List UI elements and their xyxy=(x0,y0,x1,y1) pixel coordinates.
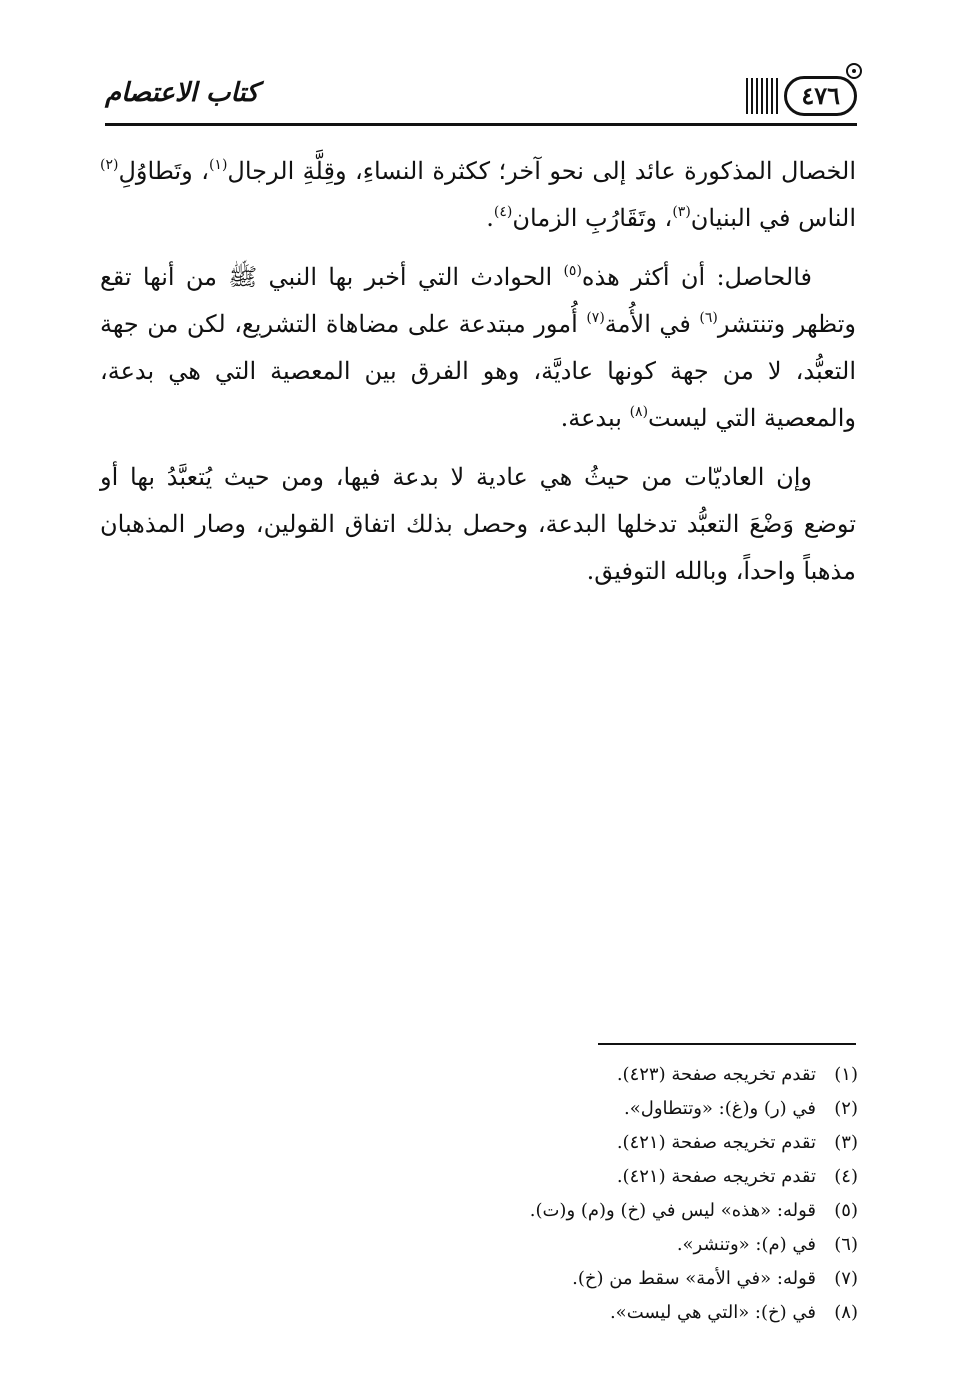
footnote-item xyxy=(158,1194,858,1228)
footnote-number: (٣) xyxy=(834,1132,858,1153)
footnote-text: تقدم تخريجه صفحة (٤٢٣). xyxy=(616,1064,816,1085)
paragraph-1-text-5: . xyxy=(486,204,494,232)
paragraph-1-text-3: الناس في البنيان xyxy=(690,204,856,232)
footnote-item xyxy=(158,1160,858,1194)
footnote-number: (١) xyxy=(834,1064,858,1085)
paragraph-2-text-5: ببدعة. xyxy=(560,404,630,432)
footnote-text: تقدم تخريجه صفحة (٤٢١). xyxy=(616,1166,816,1187)
footnotes-list xyxy=(158,1058,858,1330)
footnote-ref-4[interactable]: (٤) xyxy=(493,204,513,220)
footnote-ref-5[interactable]: (٥) xyxy=(563,263,582,279)
header-bars-ornament xyxy=(746,78,778,114)
footnote-item xyxy=(158,1058,858,1092)
paragraph-2-text-4: أُمور مبتدعة على مضاهاة التشريع، لكن من جهة التعبُّد، لا من جهة كونها عاديَّة، وهو الفرق بين المعصية التي هي بدعة، والمعصية التي ليست xyxy=(100,310,856,432)
footnote-item xyxy=(158,1296,858,1330)
footnote-item xyxy=(158,1092,858,1126)
page-number: ٤٧٦ xyxy=(784,76,857,116)
footnote-number: (٥) xyxy=(834,1200,858,1221)
footnote-text: تقدم تخريجه صفحة (٤٢١). xyxy=(616,1132,816,1153)
paragraph-2-text-3: في الأُمة xyxy=(604,310,700,338)
footnote-ref-6[interactable]: (٦) xyxy=(699,310,718,326)
footnote-number: (٨) xyxy=(834,1302,858,1323)
footnote-text: قوله: «في الأمة» سقط من (خ). xyxy=(572,1268,816,1289)
footnote-number: (٦) xyxy=(834,1234,858,1255)
footnote-ref-8[interactable]: (٨) xyxy=(629,404,649,420)
footnote-number: (٤) xyxy=(834,1166,858,1187)
paragraph-3: وإن العاديّات من حيثُ هي عادية لا بدعة فيها، ومن حيث يُتعبَّدُ بها أو توضع وَضْعَ التعبُّد تدخلها البدعة، وحصل بذلك اتفاق القولين، وصار المذهبان مذهباً واحداً، وبالله التوفيق. xyxy=(100,463,856,585)
footnote-ref-2[interactable]: (٢) xyxy=(100,157,119,173)
footnote-number: (٧) xyxy=(834,1268,858,1289)
header-rule xyxy=(105,123,857,126)
paragraph-1-text-1: الخصال المذكورة عائد إلى نحو آخر؛ ككثرة النساءِ، وقِلَّةِ الرجال xyxy=(227,157,857,185)
paragraph-2-text-2: الحوادث التي أخبر بها النبي ﷺ من أنها تقع وتظهر وتنتشر xyxy=(100,263,857,338)
paragraph-1-text-2: ، وتَطاوُلِ xyxy=(118,157,209,185)
footnote-item xyxy=(158,1126,858,1160)
footnote-text: في (ر) و(غ): «وتتطاول». xyxy=(624,1098,816,1119)
footnote-item xyxy=(158,1228,858,1262)
paragraph-2-text-1: فالحاصل: أن أكثر هذه xyxy=(581,263,812,291)
page-number-frame xyxy=(746,76,857,116)
footnote-text: قوله: «هذه» ليس في (خ) و(م) و(ت). xyxy=(529,1200,816,1221)
paragraph-1-text-4: ، وتَقَارُبِ الزمان xyxy=(512,204,673,232)
footnote-text: في (م): «وتنشر». xyxy=(676,1234,816,1255)
footnote-number: (٢) xyxy=(834,1098,858,1119)
book-title: كتاب الاعتصام xyxy=(105,78,259,108)
footnote-item xyxy=(158,1262,858,1296)
footnote-ref-1[interactable]: (١) xyxy=(208,157,228,173)
main-text xyxy=(100,148,856,607)
footnote-ref-7[interactable]: (٧) xyxy=(586,310,605,326)
footnote-separator xyxy=(598,1043,856,1045)
floral-ornament-icon xyxy=(843,60,865,82)
footnote-ref-3[interactable]: (٣) xyxy=(672,204,691,220)
paragraph-1 xyxy=(100,148,856,242)
paragraph-2 xyxy=(100,254,856,442)
page-header xyxy=(105,70,857,126)
footnote-text: في (خ): «التي هي ليست». xyxy=(609,1302,816,1323)
